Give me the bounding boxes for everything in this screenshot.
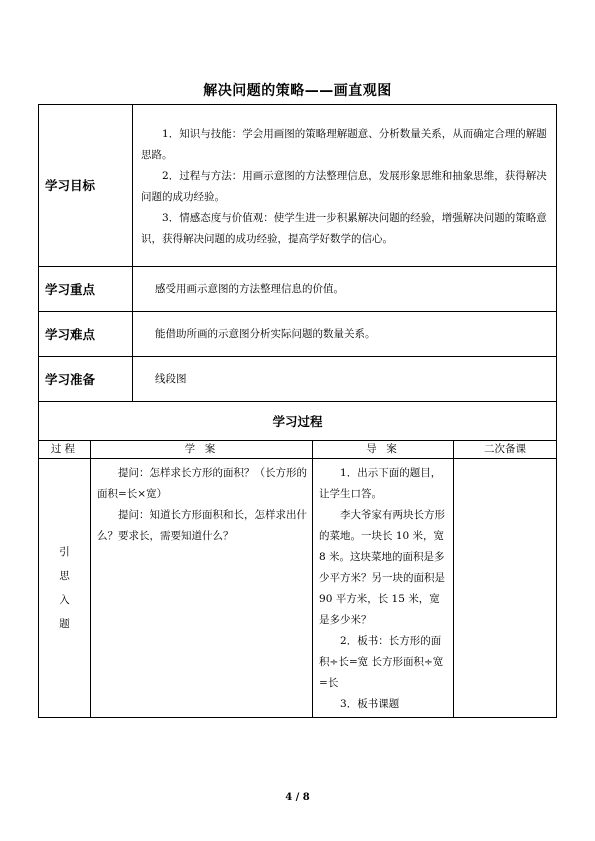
- key-point-text: 感受用画示意图的方法整理信息的价值。: [155, 282, 345, 295]
- goals-label: 学习目标: [39, 105, 133, 267]
- process-title: 学习过程: [39, 402, 557, 441]
- study-cell: [91, 459, 313, 718]
- difficulty-text: 能借助所画的示意图分析实际问题的数量关系。: [155, 327, 376, 340]
- process-row: [39, 459, 557, 718]
- page-number: 4 / 8: [285, 792, 310, 803]
- header-notes: [454, 441, 557, 459]
- header-notes-text: 二次备课: [484, 443, 527, 455]
- process-header-row: [39, 441, 557, 459]
- stage-char: 入: [59, 594, 70, 606]
- goals-content: [133, 105, 557, 267]
- header-guide: [313, 441, 454, 459]
- preparation-text: 线段图: [155, 372, 187, 385]
- preparation-content: [133, 357, 557, 402]
- study-paragraph: 提问：知道长方形面积和长，怎样求出什么？要求长，需要知道什么？: [97, 509, 307, 542]
- key-point-label: 学习重点: [39, 267, 133, 312]
- process-title-row: [39, 402, 557, 441]
- header-stage: [39, 441, 91, 459]
- lesson-plan-table: [38, 104, 557, 718]
- header-guide-text: 导 案: [366, 443, 400, 455]
- preparation-row: [39, 357, 557, 402]
- header-study: [91, 441, 313, 459]
- goals-row: [39, 105, 557, 267]
- difficulty-row: [39, 312, 557, 357]
- difficulty-content: [133, 312, 557, 357]
- goal-item: 1．知识与技能：学会用画图的策略理解题意、分析数量关系，从而确定合理的解题思路。: [141, 127, 547, 161]
- guide-cell: [313, 459, 454, 718]
- goal-item: 3．情感态度与价值观：使学生进一步积累解决问题的经验，增强解决问题的策略意识，获得解决问题的成功经验，提高学好数学的信心。: [141, 211, 547, 245]
- stage-char: 题: [59, 618, 70, 630]
- header-stage-text: 过程: [50, 443, 79, 455]
- stage-char: 引: [59, 546, 70, 558]
- difficulty-label: 学习难点: [39, 312, 133, 357]
- study-paragraph: 提问：怎样求长方形的面积？（长方形的面积=长×宽）: [97, 467, 307, 500]
- header-study-text: 学 案: [184, 443, 219, 455]
- guide-paragraph: 李大爷家有两块长方形的菜地。一块长 10 米，宽 8 米。这块菜地的面积是多少平方米？另一块的面积是 90 平方米，长 15 米，宽是多少米？: [319, 509, 446, 626]
- key-point-content: [133, 267, 557, 312]
- notes-cell: [454, 459, 557, 718]
- stage-cell: [39, 459, 91, 718]
- document-title: 解决问题的策略——画直观图: [203, 83, 392, 99]
- goal-item: 2．过程与方法：用画示意图的方法整理信息，发展形象思维和抽象思维，获得解决问题的成功经验。: [141, 169, 547, 203]
- preparation-label: 学习准备: [39, 357, 133, 402]
- stage-char: 思: [59, 570, 70, 582]
- guide-paragraph: 1．出示下面的题目，让学生口答。: [319, 467, 442, 500]
- guide-paragraph: 3．板书课题: [340, 698, 400, 710]
- key-point-row: [39, 267, 557, 312]
- guide-paragraph: 2．板书：长方形的面积÷长=宽 长方形面积÷宽=长: [319, 635, 444, 689]
